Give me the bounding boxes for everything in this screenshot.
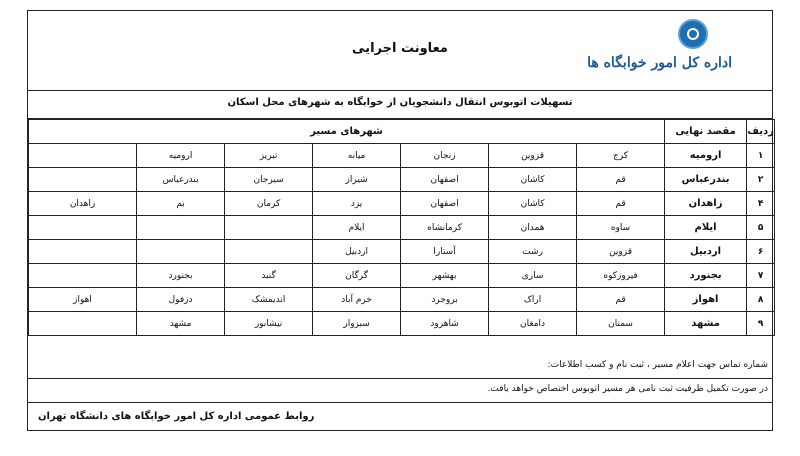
route-city-cell	[29, 168, 137, 192]
row-number: ۹	[747, 312, 775, 336]
row-number: ۲	[747, 168, 775, 192]
destination-cell: اهواز	[665, 288, 747, 312]
route-city-cell: اصفهان	[401, 192, 489, 216]
contact-note-text: شماره تماس جهت اعلام مسیر ، ثبت نام و کسب اطلاعات:	[547, 360, 768, 370]
route-city-cell: میانه	[313, 144, 401, 168]
university-logo	[587, 19, 732, 85]
destination-cell: اردبیل	[665, 240, 747, 264]
row-number: ۵	[747, 216, 775, 240]
table-row	[29, 144, 775, 168]
route-city-cell: ارومیه	[137, 144, 225, 168]
route-city-cell: بروجرد	[401, 288, 489, 312]
row-number: ۷	[747, 264, 775, 288]
route-city-cell: بهشهر	[401, 264, 489, 288]
route-city-cell: آستارا	[401, 240, 489, 264]
footer	[28, 403, 772, 432]
route-city-cell: ایلام	[313, 216, 401, 240]
route-city-cell: اندیمشک	[225, 288, 313, 312]
page-title: معاونت اجرایی	[352, 41, 448, 56]
footer-text: روابط عمومی اداره کل امور خوابگاه های دانشگاه تهران	[38, 411, 315, 422]
route-city-cell: سمنان	[577, 312, 665, 336]
route-city-cell: اردبیل	[313, 240, 401, 264]
destination-cell: مشهد	[665, 312, 747, 336]
logo-text: اداره کل امور خوابگاه ها	[587, 55, 732, 71]
route-city-cell	[225, 216, 313, 240]
route-city-cell: شیراز	[313, 168, 401, 192]
destination-cell: ارومیه	[665, 144, 747, 168]
route-city-cell: بندرعباس	[137, 168, 225, 192]
destination-cell: بندرعباس	[665, 168, 747, 192]
header-row	[28, 11, 772, 91]
route-city-cell: بم	[137, 192, 225, 216]
route-city-cell: قم	[577, 192, 665, 216]
route-city-cell: یزد	[313, 192, 401, 216]
route-city-cell: بجنورد	[137, 264, 225, 288]
route-city-cell: مشهد	[137, 312, 225, 336]
route-city-cell: دزفول	[137, 288, 225, 312]
table-row	[29, 216, 775, 240]
route-city-cell	[29, 312, 137, 336]
table-row	[29, 264, 775, 288]
route-city-cell	[225, 240, 313, 264]
route-city-cell: نیشابور	[225, 312, 313, 336]
subtitle-row	[28, 91, 772, 119]
row-number: ۴	[747, 192, 775, 216]
route-city-cell: ساری	[489, 264, 577, 288]
route-city-cell: کرج	[577, 144, 665, 168]
route-city-cell: سیرجان	[225, 168, 313, 192]
route-city-cell: تبریز	[225, 144, 313, 168]
route-city-cell: زاهدان	[29, 192, 137, 216]
table-row	[29, 192, 775, 216]
route-city-cell: اصفهان	[401, 168, 489, 192]
route-city-cell: فیروزکوه	[577, 264, 665, 288]
route-city-cell: کرمانشاه	[401, 216, 489, 240]
route-city-cell: شاهرود	[401, 312, 489, 336]
route-city-cell	[29, 240, 137, 264]
destination-cell: بجنورد	[665, 264, 747, 288]
table-row	[29, 288, 775, 312]
table-row	[29, 240, 775, 264]
route-city-cell: همدان	[489, 216, 577, 240]
route-city-cell: دامغان	[489, 312, 577, 336]
route-city-cell	[29, 264, 137, 288]
route-city-cell: اراک	[489, 288, 577, 312]
destination-cell: زاهدان	[665, 192, 747, 216]
route-city-cell: سبزوار	[313, 312, 401, 336]
route-city-cell	[137, 216, 225, 240]
route-city-cell: ساوه	[577, 216, 665, 240]
route-city-cell: کرمان	[225, 192, 313, 216]
header-row-number: ردیف	[747, 120, 775, 144]
route-city-cell: گنبد	[225, 264, 313, 288]
document-frame	[27, 10, 773, 431]
header-destination: مقصد نهایی	[665, 120, 747, 144]
route-city-cell	[137, 240, 225, 264]
capacity-note	[28, 379, 772, 403]
route-city-cell: کاشان	[489, 192, 577, 216]
route-city-cell: رشت	[489, 240, 577, 264]
table-row	[29, 312, 775, 336]
row-number: ۱	[747, 144, 775, 168]
route-city-cell: قم	[577, 288, 665, 312]
route-city-cell: قم	[577, 168, 665, 192]
route-city-cell	[29, 216, 137, 240]
logo-emblem-icon	[678, 19, 708, 49]
route-city-cell: قزوین	[577, 240, 665, 264]
header-route-cities: شهرهای مسیر	[29, 120, 665, 144]
route-city-cell: قزوین	[489, 144, 577, 168]
table-header-row	[29, 120, 775, 144]
routes-table	[28, 119, 775, 336]
row-number: ۸	[747, 288, 775, 312]
route-city-cell: گرگان	[313, 264, 401, 288]
destination-cell: ایلام	[665, 216, 747, 240]
route-city-cell: کاشان	[489, 168, 577, 192]
document-subtitle: تسهیلات اتوبوس انتقال دانشجویان از خوابگاه به شهرهای محل اسکان	[227, 97, 573, 108]
capacity-note-text: در صورت تکمیل ظرفیت ثبت نامی هر مسیر اتوبوس اختصاص خواهد یافت.	[487, 384, 768, 394]
contact-note	[28, 355, 772, 379]
route-city-cell: اهواز	[29, 288, 137, 312]
route-city-cell: خرم آباد	[313, 288, 401, 312]
route-city-cell	[29, 144, 137, 168]
route-city-cell: زنجان	[401, 144, 489, 168]
row-number: ۶	[747, 240, 775, 264]
table-row	[29, 168, 775, 192]
